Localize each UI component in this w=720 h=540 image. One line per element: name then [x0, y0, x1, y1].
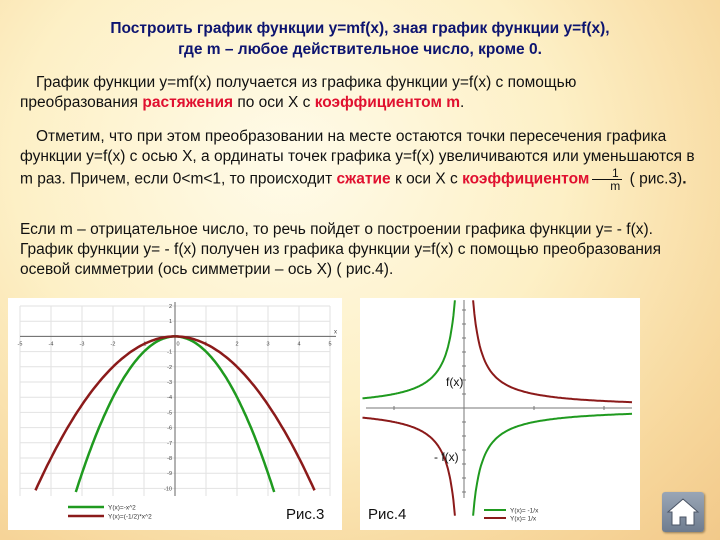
term-coefficient-m: коэффициентом m — [314, 94, 460, 111]
x-tick-label: 3 — [266, 341, 270, 348]
title-line-2: где m – любое действительное число, кроме 0. — [178, 41, 542, 58]
figure-4-chart — [360, 298, 640, 530]
figure-3-chart — [8, 298, 342, 530]
x-tick-label: -4 — [48, 341, 54, 348]
y-tick-label: -7 — [167, 440, 172, 447]
series-y-inv-x-left — [363, 418, 455, 516]
x-tick-label: 2 — [235, 341, 239, 348]
paragraph-negative-m: Если m – отрицательное число, то речь пойдет о построении графика функции y= - f(x). График функции y= - f(x) получен из графика функции y=f(x) с помощью преобразования осевой симметрии (ось симметрии – ось Х) ( рис.4). — [20, 221, 661, 278]
y-tick-label: -6 — [167, 425, 172, 432]
series-y-neg-inv-x-right — [473, 414, 632, 516]
x-tick-label: -1 — [141, 341, 147, 348]
figure-3-caption: Рис.3 — [286, 506, 325, 523]
legend-label: Y(x)= 1/x — [510, 515, 537, 523]
paragraph-stretch: График функции y=mf(x) получается из графика функции y=f(x) с помощью преобразования растяжения по оси Х с коэффициентом m. — [20, 74, 577, 111]
x-tick-label: 4 — [297, 341, 301, 348]
y-tick-label: -10 — [164, 486, 172, 493]
figure-3-panel — [8, 298, 342, 530]
figure-4-panel — [360, 298, 640, 530]
x-tick-label: 5 — [328, 341, 332, 348]
x-axis-label: x — [334, 329, 337, 336]
label-neg-f-of-x: - f(x) — [434, 450, 459, 464]
y-tick-label: -5 — [167, 410, 172, 417]
y-tick-label: -2 — [167, 364, 172, 371]
legend-label: Y(x)=(-1/2)*x^2 — [108, 513, 152, 521]
title-line-1: Построить график функции y=mf(x), зная график функции y=f(x), — [110, 20, 610, 37]
y-tick-label: -8 — [167, 456, 172, 462]
x-tick-label: -2 — [110, 341, 116, 348]
figure-4-caption: Рис.4 — [368, 506, 407, 523]
y-tick-label: -3 — [167, 380, 172, 386]
paragraph-compression: Отметим, что при этом преобразовании на месте остаются точки пересечения графика функции y=f(x) с осью Х, а ординаты точек графика y=f(x) увеличиваются или уменьшаются в m раз. Причем, если 0<m<1, то происходит сжатие к оси Х с коэффициентом $\frac{1}{m}$ ( рис.3). — [20, 128, 695, 193]
y-tick-label: -4 — [167, 395, 172, 402]
fraction-one-over-m: $\frac{1}{m}$ — [592, 167, 622, 192]
legend-label: Y(x)= -1/x — [510, 507, 539, 515]
y-tick-label: -9 — [167, 471, 172, 478]
legend-label: Y(x)=-x^2 — [108, 504, 136, 512]
series-y-neg-inv-x-left — [363, 300, 455, 398]
term-coefficient: коэффициентом — [462, 170, 590, 188]
x-tick-label: -5 — [17, 341, 23, 348]
y-tick-label: 2 — [168, 304, 172, 310]
slide-title — [0, 18, 720, 60]
y-tick-label: 1 — [168, 319, 172, 326]
label-f-of-x: f(x) — [446, 375, 464, 389]
series-y-inv-x-right — [473, 300, 632, 402]
home-icon — [662, 492, 704, 532]
x-tick-label: 1 — [204, 341, 208, 348]
term-compression: сжатие — [336, 170, 391, 188]
term-stretch: растяжения — [142, 94, 234, 111]
home-button[interactable] — [662, 492, 704, 532]
x-tick-label: 0 — [176, 341, 180, 348]
y-tick-label: -1 — [167, 349, 172, 356]
x-tick-label: -3 — [79, 341, 85, 348]
